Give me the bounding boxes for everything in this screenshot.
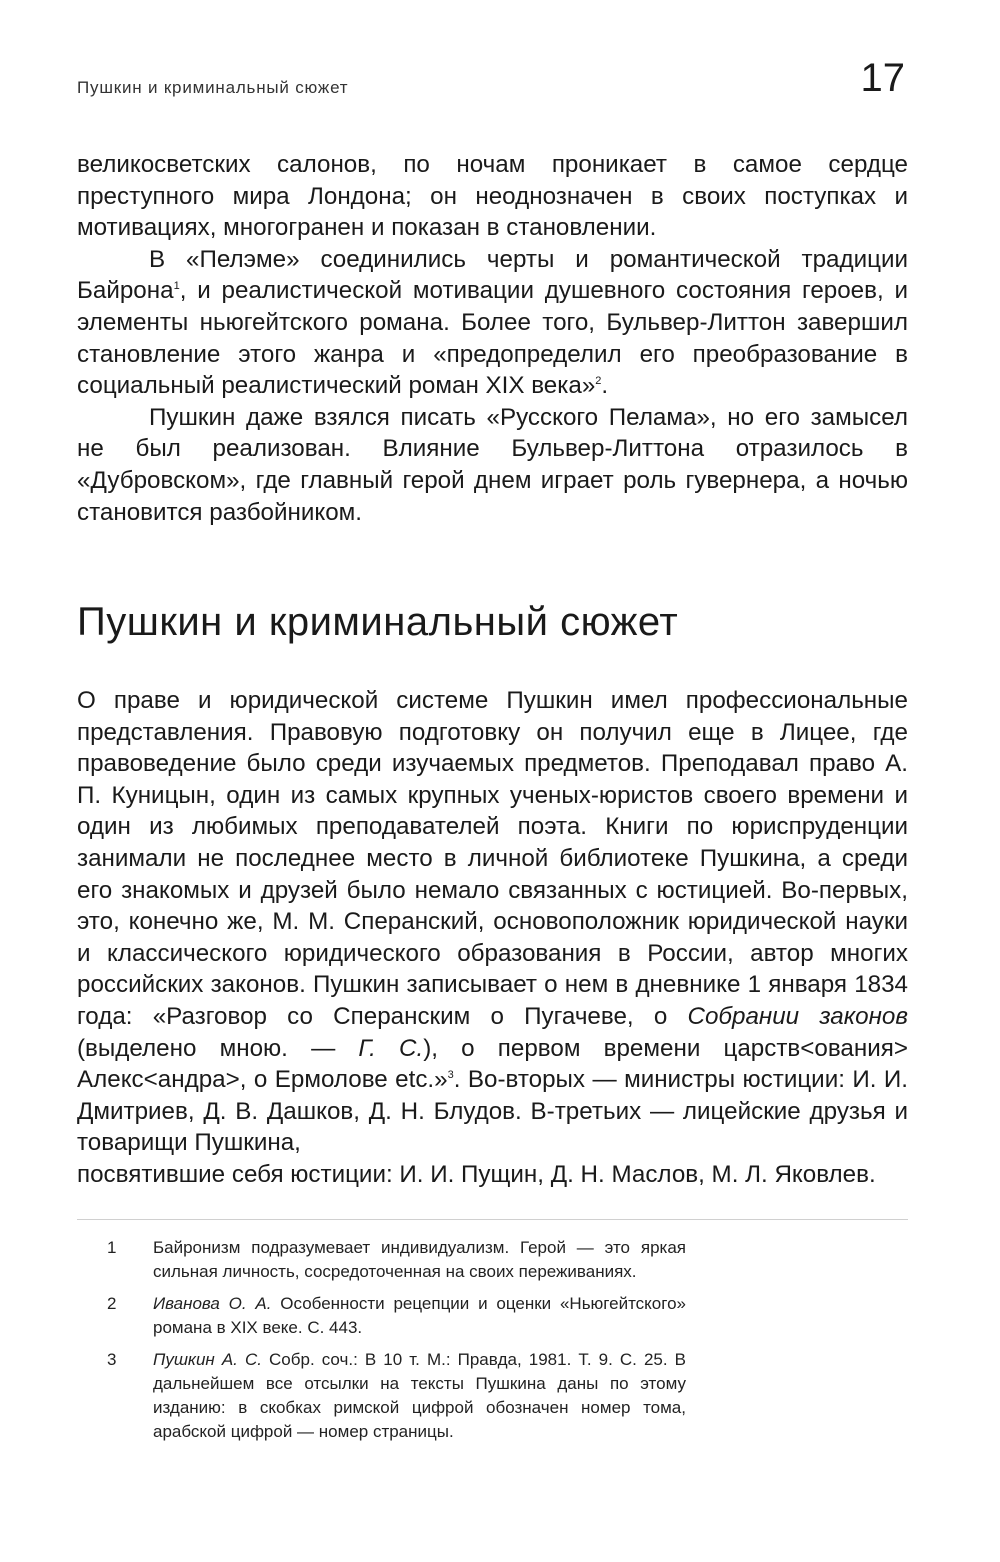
paragraph — [77, 685, 908, 1191]
italic-text: Собрании законов — [687, 1002, 909, 1030]
footnote-body: Собр. соч.: В 10 т. М.: Правда, 1981. Т. 9. С. 25. В дальнейшем все отсылки на тексты Пушкина даны по этому изданию: в скобках римской цифрой обозначен номер тома, арабской цифрой — номер страницы. — [153, 1350, 686, 1441]
paragraph-text: . Во-вторых — министры юстиции: И. И. Дмитриев, Д. В. Дашков, Д. Н. Блудов. В-третьих — лицейские друзья и товарищи Пушкина, — [77, 1066, 908, 1157]
footnote-text — [153, 1236, 686, 1284]
footnote-number: 3 — [107, 1350, 117, 1369]
footnote-author: Иванова О. А. — [153, 1294, 272, 1313]
italic-initials: Г. С. — [358, 1034, 424, 1062]
footnote-number: 2 — [107, 1294, 117, 1313]
footnote-text — [153, 1292, 686, 1340]
paragraph-text: В «Пелэме» соединились черты и романтической традиции Байрона — [77, 245, 908, 305]
footnote — [77, 1236, 697, 1284]
body-text-section — [77, 685, 908, 1191]
footnotes — [77, 1236, 697, 1452]
paragraph — [77, 244, 908, 402]
body-text-top — [77, 149, 908, 528]
footnote-text — [153, 1348, 686, 1444]
footnote-number: 1 — [107, 1238, 117, 1257]
footnote-ref[interactable]: 1 — [173, 280, 180, 293]
paragraph-text: великосветских салонов, по ночам проникает в самое сердце преступного мира Лондона; он неоднозначен в своих поступках и мотивациях, многогранен и показан в становлении. — [77, 151, 908, 242]
paragraph — [77, 402, 908, 528]
footnote — [77, 1292, 697, 1340]
footnote — [77, 1348, 697, 1444]
footnote-author: Пушкин А. С. — [153, 1350, 262, 1369]
running-title: Пушкин и криминальный сюжет — [77, 78, 349, 97]
paragraph-text: , и реалистической мотивации душевного состояния героев, и элементы ньюгейтского романа. Более того, Бульвер-Литтон завершил становление этого жанра и «предопределил его преобразование в социальный реалистический роман XIX века» — [77, 277, 908, 400]
footnote-ref[interactable]: 2 — [595, 375, 602, 388]
paragraph-text: (выделено мною. — — [77, 1034, 359, 1062]
footnote-body: Особенности рецепции и оценки «Ньюгейтского» романа в XIX веке. С. 443. — [153, 1294, 686, 1337]
paragraph — [77, 149, 908, 244]
paragraph-last-line: посвятившие себя юстиции: И. И. Пущин, Д. Н. Маслов, М. Л. Яковлев. — [77, 1160, 876, 1188]
footnote-body: Байронизм подразумевает индивидуализм. Герой — это яркая сильная личность, сосредоточенная на своих переживаниях. — [153, 1238, 686, 1281]
paragraph-text: Пушкин даже взялся писать «Русского Пелама», но его замысел не был реализован. Влияние Бульвер-Литтона отразилось в «Дубровском», где главный герой днем играет роль гувернера, а ночью становится разбойником. — [77, 403, 908, 526]
page-number: 17 — [860, 56, 905, 100]
paragraph-text: ), о первом времени царств<ования> Алекс<андра>, о Ермолове etc.» — [77, 1034, 908, 1094]
paragraph-text: О праве и юридической системе Пушкин имел профессиональные представления. Правовую подготовку он получил еще в Лицее, где правоведение было среди изучаемых предметов. Преподавал право А. П. Куницын, один из самых крупных ученых-юристов своего времени и один из любимых преподавателей поэта. Книги по юриспруденции занимали не последнее место в личной библиотеке Пушкина, а среди его знакомых и друзей было немало связанных с юстицией. Во-первых, это, конечно же, М. М. Сперанский, основоположник юридической науки и классического юридического образования в России, автор многих российских законов. Пушкин записывает о нем в дневнике 1 января 1834 года: «Разговор со Сперанским о Пугачеве, о — [77, 687, 908, 1030]
footnote-divider — [77, 1219, 908, 1220]
paragraph-text: . — [601, 372, 609, 400]
footnote-ref[interactable]: 3 — [447, 1069, 454, 1082]
section-heading: Пушкин и криминальный сюжет — [77, 600, 679, 644]
